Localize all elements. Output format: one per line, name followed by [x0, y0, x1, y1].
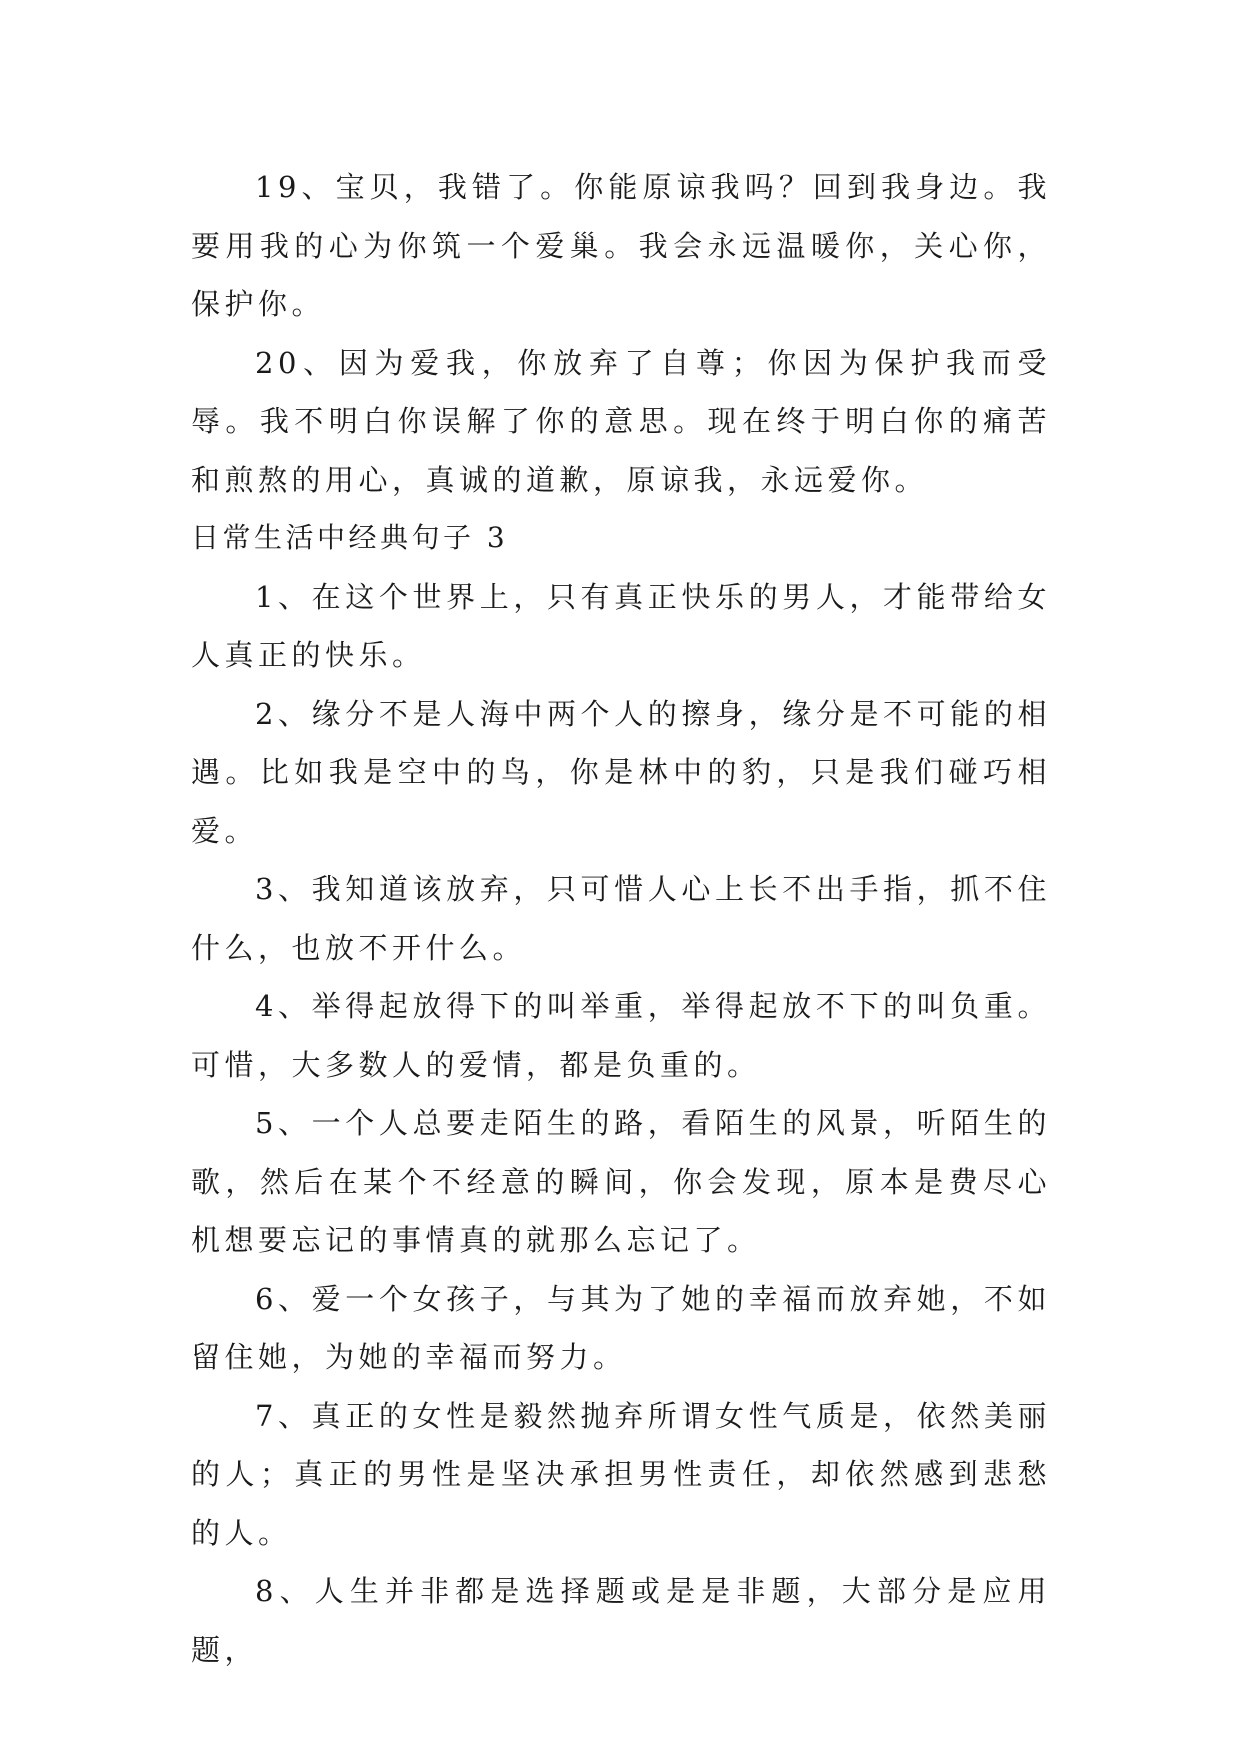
- paragraph-20: 20、因为爱我，你放弃了自尊；你因为保护我而受辱。我不明白你误解了你的意思。现在终于明白你的痛苦和煎熬的用心，真诚的道歉，原谅我，永远爱你。: [191, 345, 1051, 497]
- paragraph-1: 1、在这个世界上，只有真正快乐的男人，才能带给女人真正的快乐。: [191, 579, 1051, 672]
- paragraph-4: 4、举得起放得下的叫举重，举得起放不下的叫负重。可惜，大多数人的爱情，都是负重的。: [191, 989, 1051, 1082]
- paragraph-5: 5、一个人总要走陌生的路，看陌生的风景，听陌生的歌，然后在某个不经意的瞬间，你会发现，原本是费尽心机想要忘记的事情真的就那么忘记了。: [191, 1106, 1051, 1257]
- paragraph-8: 8、人生并非都是选择题或是是非题，大部分是应用题，: [191, 1574, 1051, 1667]
- section-heading: 日常生活中经典句子 3: [191, 521, 509, 554]
- document-body: [191, 158, 1051, 1679]
- paragraph-2: 2、缘分不是人海中两个人的擦身，缘分是不可能的相遇。比如我是空中的鸟，你是林中的豹，只是我们碰巧相爱。: [191, 696, 1051, 848]
- paragraph-19: 19、宝贝，我错了。你能原谅我吗？回到我身边。我要用我的心为你筑一个爱巢。我会永远温暖你，关心你，保护你。: [191, 170, 1051, 321]
- paragraph-7: 7、真正的女性是毅然抛弃所谓女性气质是，依然美丽的人；真正的男性是坚决承担男性责任，却依然感到悲愁的人。: [191, 1398, 1051, 1550]
- paragraph-6: 6、爱一个女孩子，与其为了她的幸福而放弃她，不如留住她，为她的幸福而努力。: [191, 1281, 1051, 1374]
- paragraph-3: 3、我知道该放弃，只可惜人心上长不出手指，抓不住什么，也放不开什么。: [191, 872, 1051, 965]
